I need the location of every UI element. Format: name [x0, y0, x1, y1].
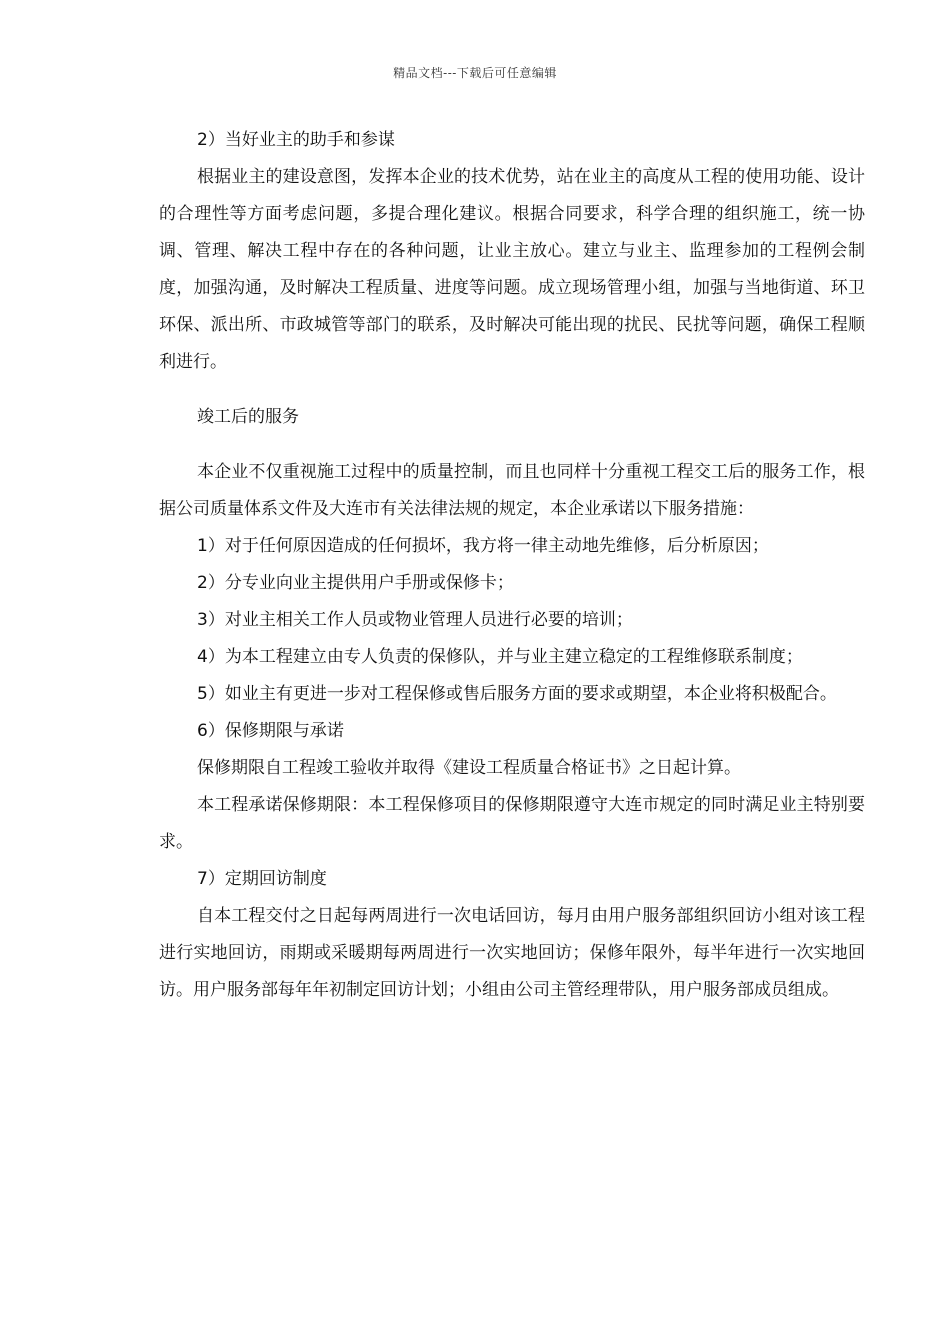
- list-item-4: 4）为本工程建立由专人负责的保修队，并与业主建立稳定的工程维修联系制度；: [197, 647, 803, 667]
- paragraph-service-intro: 本企业不仅重视施工过程中的质量控制，而且也同样十分重视工程交工后的服务工作，根据公司质量体系文件及大连市有关法律法规的规定，本企业承诺以下服务措施：: [159, 462, 865, 519]
- list-item-5: 5）如业主有更进一步对工程保修或售后服务方面的要求或期望，本企业将积极配合。: [197, 684, 837, 704]
- paragraph-warranty-commitment: 本工程承诺保修期限：本工程保修项目的保修期限遵守大连市规定的同时满足业主特别要求。: [159, 795, 865, 852]
- document-body: [159, 122, 865, 1009]
- paragraph-warranty-start: 保修期限自工程竣工验收并取得《建设工程质量合格证书》之日起计算。: [197, 758, 741, 778]
- subheading-warranty: 6）保修期限与承诺: [197, 721, 344, 741]
- page-header: 精品文档---下载后可任意编辑: [393, 66, 557, 80]
- list-item-2: 2）分专业向业主提供用户手册或保修卡；: [197, 573, 514, 593]
- section-heading-after-completion: 竣工后的服务: [197, 407, 299, 427]
- subheading-revisit: 7）定期回访制度: [197, 869, 327, 889]
- subheading-assistant: 2）当好业主的助手和参谋: [197, 130, 395, 150]
- paragraph-revisit-details: 自本工程交付之日起每两周进行一次电话回访，每月由用户服务部组织回访小组对该工程进行实地回访，雨期或采暖期每两周进行一次实地回访；保修年限外，每半年进行一次实地回访。用户服务部每年年初制定回访计划；小组由公司主管经理带队，用户服务部成员组成。: [159, 906, 865, 1000]
- list-item-1: 1）对于任何原因造成的任何损坏，我方将一律主动地先维修，后分析原因；: [197, 536, 769, 556]
- paragraph-assistant-details: 根据业主的建设意图，发挥本企业的技术优势，站在业主的高度从工程的使用功能、设计的合理性等方面考虑问题，多提合理化建议。根据合同要求，科学合理的组织施工，统一协调、管理、解决工程中存在的各种问题，让业主放心。建立与业主、监理参加的工程例会制度，加强沟通，及时解决工程质量、进度等问题。成立现场管理小组，加强与当地街道、环卫环保、派出所、市政城管等部门的联系，及时解决可能出现的扰民、民扰等问题，确保工程顺利进行。: [159, 167, 865, 372]
- list-item-3: 3）对业主相关工作人员或物业管理人员进行必要的培训；: [197, 610, 633, 630]
